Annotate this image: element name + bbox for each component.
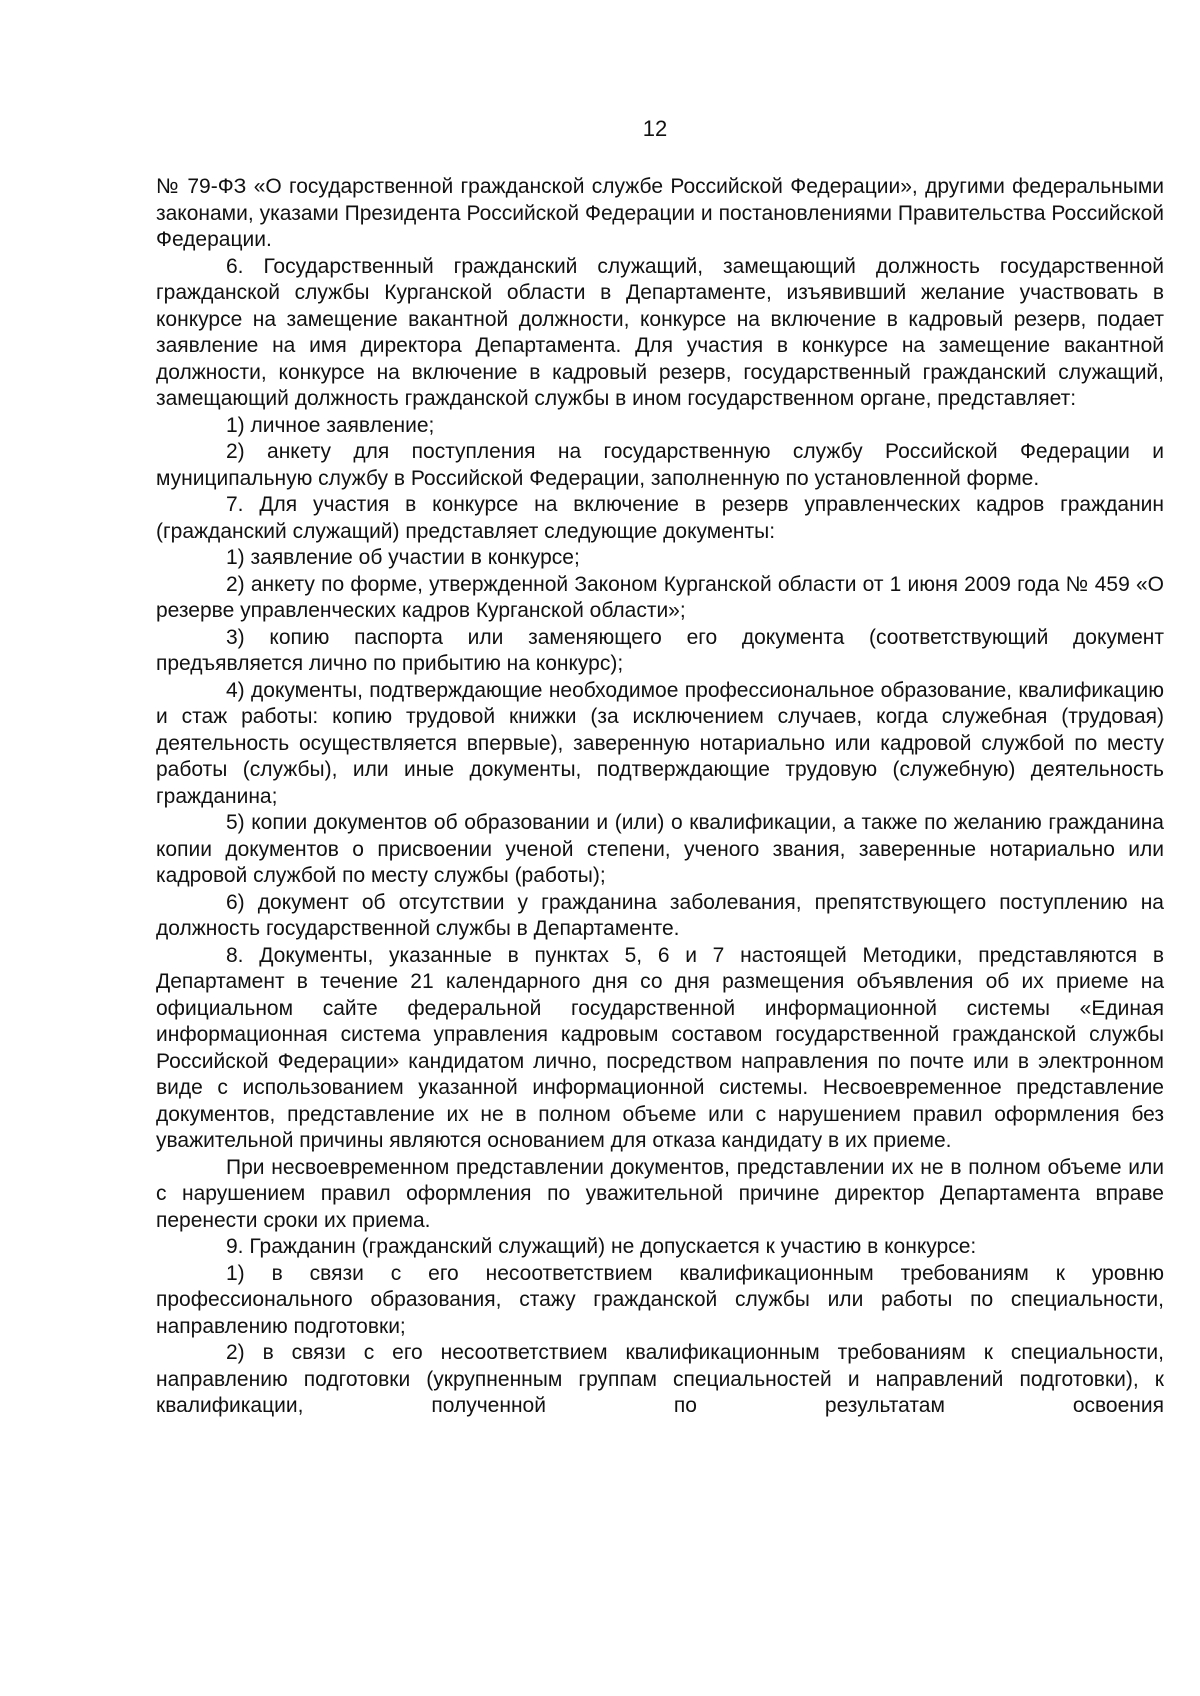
subitem-7-2: 2) анкету по форме, утвержденной Законом Курганской области от 1 июня 2009 года № 459 «О резерве управленческих кадров Курганской области»; [156,572,1164,622]
subitem-9-2: 2) в связи с его несоответствием квалификационным требованиям к специальности, направлению подготовки (укрупненным группам специальностей и направлений подготовки), к квалификации, полученной по результатам освоения [156,1341,1164,1417]
subitem-6-1: 1) личное заявление; [226,413,435,437]
page-number: 12 [642,116,668,141]
paragraph-item-8: 8. Документы, указанные в пунктах 5, 6 и 7 настоящей Методики, представляются в Департамент в течение 21 календарного дня со дня размещения объявления об их приеме на официальном сайте федеральной государственной информационной системы «Единая информационная система управления кадровым составом государственной гражданской службы Российской Федерации» кандидатом лично, посредством направления по почте или в электронном виде с использованием указанной информационной системы. Несвоевременное представление документов, представление их не в полном объеме или с нарушением правил оформления без уважительной причины являются основанием для отказа кандидату в их приеме. [156,943,1164,1152]
paragraph-item-9: 9. Гражданин (гражданский служащий) не допускается к участию в конкурсе: [226,1235,977,1258]
subitem-7-4: 4) документы, подтверждающие необходимое профессиональное образование, квалификацию и стаж работы: копию трудовой книжки (за исключением случаев, когда служебная (трудовая) деятельность осуществляется впервые), заверенную нотариально или кадровой службой по месту работы (службы), или иные документы, подтверждающие трудовую (служебную) деятельность гражданина; [156,678,1164,808]
subitem-7-1: 1) заявление об участии в конкурсе; [226,546,580,569]
subitem-7-6: 6) документ об отсутствии у гражданина заболевания, препятствующего поступлению на должность государственной службы в Департаменте. [156,890,1164,940]
subitem-9-1: 1) в связи с его несоответствием квалификационным требованиям к уровню профессионального образования, стажу гражданской службы или работы по специальности, направлению подготовки; [156,1261,1164,1338]
paragraph-item-8-continuation: При несвоевременном представлении документов, представлении их не в полном объеме или с нарушением правил оформления по уважительной причине директор Департамента вправе перенести сроки их приема. [156,1155,1164,1232]
paragraph-item-7: 7. Для участия в конкурсе на включение в резерв управленческих кадров гражданин (гражданский служащий) представляет следующие документы: [156,493,1164,543]
paragraph-item-6: 6. Государственный гражданский служащий, замещающий должность государственной гражданской службы Курганской области в Департаменте, изъявивший желание участвовать в конкурсе на замещение вакантной должности, конкурсе на включение в кадровый резерв, подает заявление на имя директора Департамента. Для участия в конкурсе на замещение вакантной должности, конкурсе на включение в кадровый резерв, государственный гражданский служащий, замещающий должность гражданской службы в ином государственном органе, представляет: [156,254,1164,410]
document-body [156,174,1164,1420]
subitem-7-3: 3) копию паспорта или заменяющего его документа (соответствующий документ предъявляется лично по прибытию на конкурс); [156,625,1164,675]
subitem-6-2: 2) анкету для поступления на государственную службу Российской Федерации и муниципальную службу в Российской Федерации, заполненную по установленной форме. [156,440,1164,490]
paragraph-continuation: № 79-ФЗ «О государственной гражданской службе Российской Федерации», другими федеральными законами, указами Президента Российской Федерации и постановлениями Правительства Российской Федерации. [156,175,1164,251]
subitem-7-5: 5) копии документов об образовании и (или) о квалификации, а также по желанию гражданина копии документов о присвоении ученой степени, ученого звания, заверенные нотариально или кадровой службой по месту службы (работы); [156,811,1164,887]
